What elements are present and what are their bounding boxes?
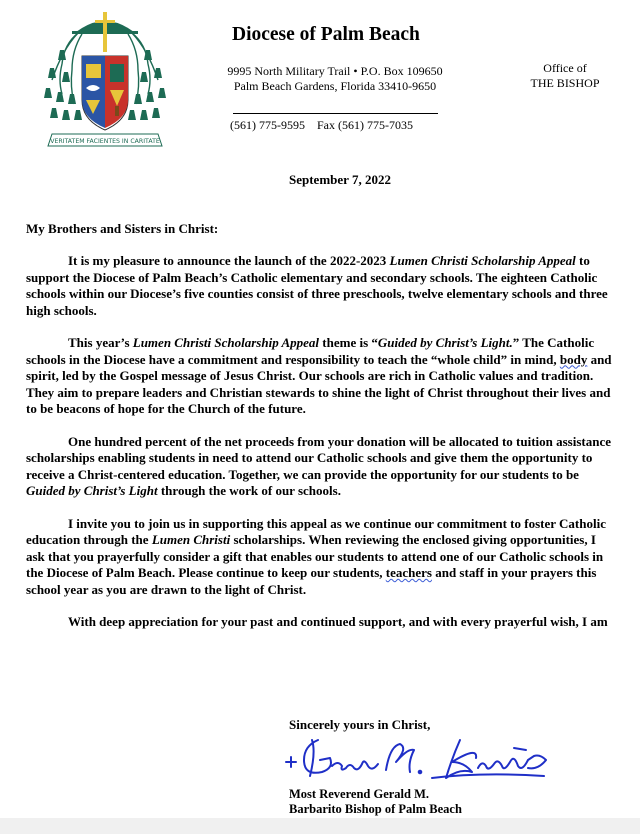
- spellcheck-flag: teachers: [385, 565, 432, 580]
- letterhead-divider: [233, 113, 438, 114]
- office-of-bishop: [510, 61, 620, 91]
- fax-number: Fax (561) 775-7035: [317, 118, 413, 132]
- paragraph-5: With deep appreciation for your past and continued support, and with every prayerful wish, I am: [68, 614, 608, 629]
- signatory-line-2: Barbarito Bishop of Palm Beach: [289, 802, 462, 816]
- phone-number: (561) 775-9595: [230, 118, 305, 132]
- crest-motto: VERITATEM FACIENTES IN CARITATE: [50, 138, 160, 145]
- closing: Sincerely yours in Christ,: [289, 717, 431, 732]
- letterhead-contact: [230, 118, 413, 133]
- paragraph-2: This year’s Lumen Christi Scholarship Appeal theme is “Guided by Christ’s Light.” The Catholic schools in the Diocese have a commitment and responsibility to teach the “whole child” in mind, body and spirit, led by the Gospel message of Jesus Christ. Our schools are rich in Catholic values and tradition. They aim to prepare leaders and Christian stewards to shine the light of Christ throughout their lives and to be beacons of hope for the Church of the future.: [26, 335, 612, 416]
- paragraph-3: One hundred percent of the net proceeds from your donation will be allocated to tuition assistance scholarships enabling students in need to attend our Catholic schools and give them the opportunity to receive a Christ-centered education. Together, we can provide the opportunity for our students to be Guided by Christ’s Light through the work of our schools.: [26, 433, 611, 498]
- letter-date: September 7, 2022: [289, 172, 391, 187]
- diocese-coat-of-arms-icon: [42, 10, 168, 152]
- letter-body: [26, 253, 614, 647]
- handwritten-signature: [282, 732, 554, 784]
- viewer-bottom-bar: [0, 818, 640, 834]
- salutation: My Brothers and Sisters in Christ:: [26, 221, 219, 236]
- letterhead-title: Diocese of Palm Beach: [232, 24, 420, 45]
- paragraph-1: It is my pleasure to announce the launch of the 2022-2023 Lumen Christi Scholarship Appeal to support the Diocese of Palm Beach’s Catholic elementary and secondary schools. The eighteen Catholic schools within our Diocese’s five counties consist of three preschools, twelve elementary schools and three high schools.: [26, 253, 608, 318]
- address-line-1: 9995 North Military Trail • P.O. Box 109650: [227, 64, 443, 78]
- office-line-2: THE BISHOP: [530, 76, 600, 90]
- spellcheck-flag: body: [559, 351, 588, 367]
- signatory-name: [289, 787, 462, 817]
- paragraph-4: I invite you to join us in supporting this appeal as we continue our commitment to foster Catholic education through the Lumen Christi scholarships. When reviewing the enclosed giving opportunities, I ask that you prayerfully consider a gift that enables our students to attend one of our Catholic schools in the Diocese of Palm Beach. Please continue to keep our students, teachers and staff in your prayers this school year as you are drawn to the light of Christ.: [26, 515, 606, 597]
- office-line-1: Office of: [543, 61, 587, 75]
- letterhead-address: [210, 64, 460, 93]
- signatory-line-1: Most Reverend Gerald M.: [289, 787, 430, 801]
- address-line-2: Palm Beach Gardens, Florida 33410-9650: [233, 78, 437, 93]
